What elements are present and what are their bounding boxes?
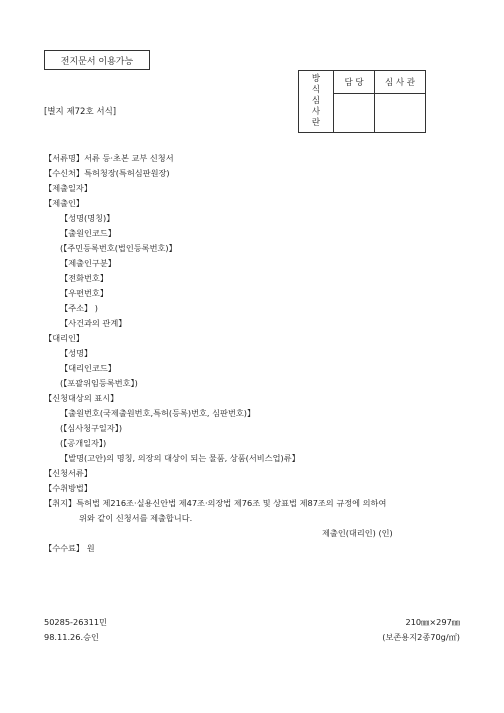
approval-label: 방 식 심 사 란 (299, 71, 334, 133)
submitter-signature: 제출인(대리인) (인) (322, 528, 393, 538)
field-requested-docs: 【신청서류】 (44, 468, 93, 478)
field-address: 【주소】 ) (60, 303, 98, 313)
paper-type: (보존용지2종70g/㎡) (382, 632, 460, 642)
field-request-target: 【신청대상의 표시】 (44, 393, 119, 403)
field-document-name: 【서류명】서류 등·초본 교부 신청서 (44, 153, 174, 163)
field-publication-date: (【공개일자】) (60, 438, 107, 448)
field-power-of-attorney: (【포괄위임등록번호】) (60, 378, 138, 388)
field-resident-number: (【주민등록번호(법인등록번호)】 (60, 243, 177, 253)
paper-size: 210㎜×297㎜ (405, 617, 460, 627)
field-agent-name: 【성명】 (60, 348, 93, 358)
field-agent: 【대리인】 (44, 333, 85, 343)
field-submit-date: 【제출일자】 (44, 183, 93, 193)
examiner-signature-cell (375, 94, 426, 133)
approval-table (298, 70, 426, 133)
approval-date: 98.11.26.승인 (44, 632, 99, 642)
field-applicant-code: 【출원인코드】 (60, 228, 116, 238)
field-agent-code: 【대리인코드】 (60, 363, 116, 373)
field-exam-request-date: (【심사청구일자】) (60, 423, 123, 433)
field-application-number: 【출원번호(국제출원번호,특허(등록)번호, 심판번호)】 (60, 408, 256, 418)
field-purpose: 【취지】특허법 제216조·실용신안법 제47조·의장법 제76조 및 상표법 제87조의 규정에 의하여 (44, 498, 387, 508)
form-code: 50285-26311민 (44, 617, 107, 627)
approval-col-officer: 담 당 (334, 71, 375, 94)
field-relationship: 【사건과의 관계】 (60, 318, 127, 328)
field-submitter: 【제출인】 (44, 198, 85, 208)
field-receipt-method: 【수취방법】 (44, 483, 93, 493)
approval-col-examiner: 심 사 관 (375, 71, 426, 94)
field-submitter-name: 【성명(명칭)】 (60, 213, 115, 223)
field-invention-title: 【발명(고안)의 명칭, 의장의 대상이 되는 물품, 상품(서비스업)류】 (60, 453, 300, 463)
electronic-document-badge: 전지문서 이용가능 (44, 50, 150, 70)
field-purpose-cont: 위와 같이 신청서를 제출합니다. (79, 513, 193, 523)
field-phone: 【전화번호】 (60, 273, 109, 283)
field-postal-code: 【우편번호】 (60, 288, 109, 298)
officer-signature-cell (334, 94, 375, 133)
field-recipient: 【수신처】특허청장(특허심판원장) (44, 168, 170, 178)
field-submitter-type: 【제출인구분】 (60, 258, 116, 268)
form-number: [별지 제72호 서식] (44, 107, 117, 117)
field-fee: 【수수료】 원 (44, 543, 95, 553)
